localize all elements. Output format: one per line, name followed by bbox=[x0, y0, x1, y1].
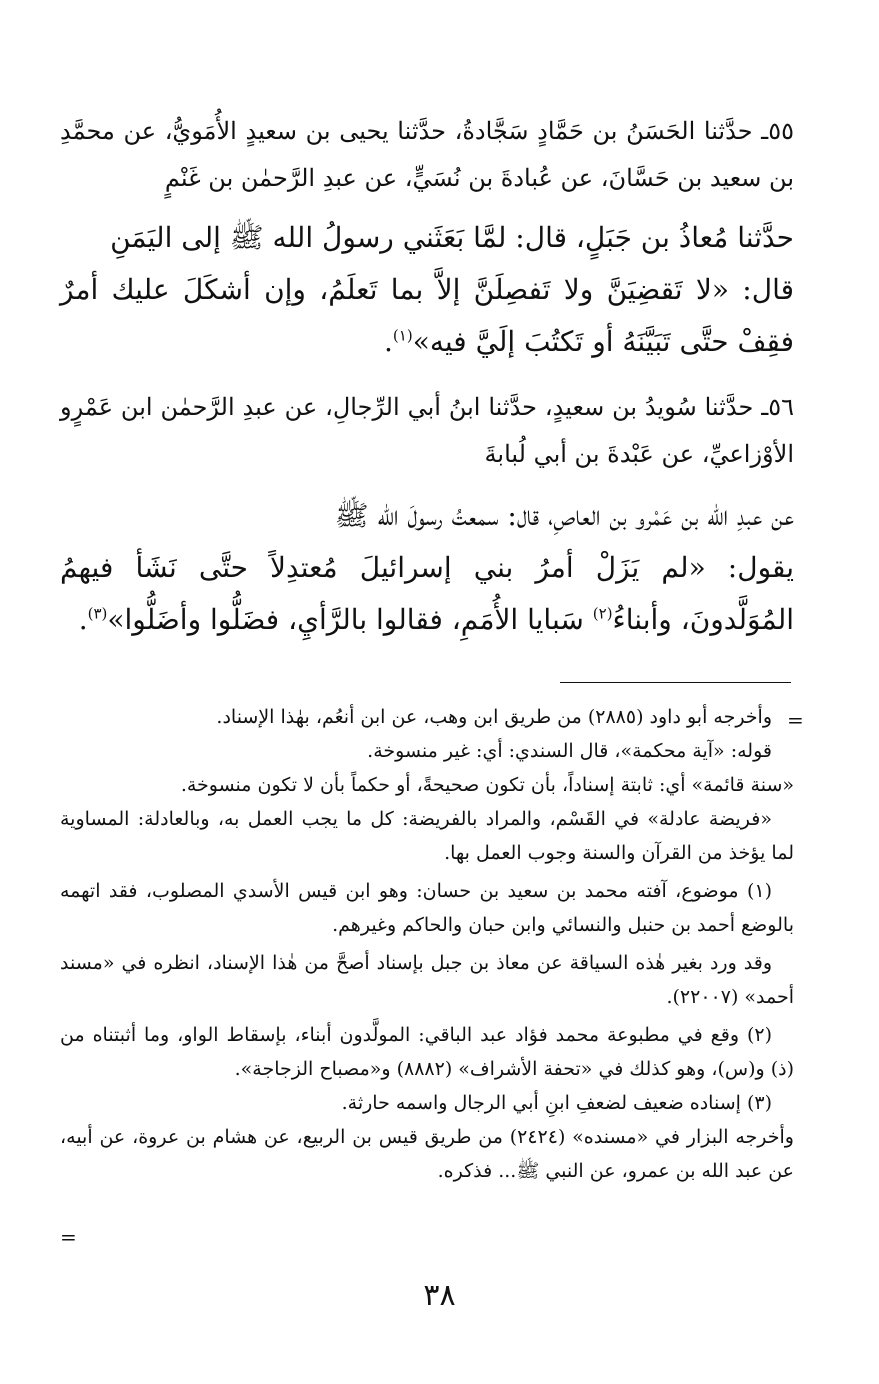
main-text bbox=[60, 108, 794, 646]
page-number: ٣٨ bbox=[423, 1278, 456, 1313]
footnote-ref-3: (٣) bbox=[87, 604, 108, 623]
footnotes bbox=[60, 700, 794, 1188]
hadith-55-isnad-end: حدَّثنا مُعاذُ بن جَبَلٍ، قال: لمَّا بَعَثَني رسولُ الله ﷺ إلى اليَمَنِ bbox=[110, 221, 794, 254]
footnote-continued-1: وأخرجه أبو داود (٢٨٨٥) من طريق ابن وهب، عن ابن أنعُم، بهٰذا الإسناد. bbox=[216, 706, 772, 728]
continuation-mark-top: = bbox=[787, 708, 804, 732]
footnote-separator bbox=[560, 682, 791, 683]
footnote-continued-4: «فريضة عادلة» في القَسْم، والمراد بالفريضة: كل ما يجب العمل به، وبالعادلة: المساوية لما يؤخذ من القرآن والسنة وجوب العمل بها. bbox=[60, 808, 794, 864]
hadith-56-matn-intro: عن عبدِ الله بن عَمْرو بن العاصِ، قال: سمعتُ رسولَ الله ﷺ bbox=[334, 499, 794, 532]
hadith-56-matn: يقول: «لم يَزَلْ أمرُ بني إسرائيلَ مُعتدِلاً حتَّى نَشَأ فيهمُ المُوَلَّدونَ، وأبناءُ$^{(٢)}$ سَبايا الأُمَمِ، فقالوا بالرَّأيِ، فضَلُّوا وأضَلُّوا»$^{(٣)}$. bbox=[60, 551, 794, 636]
continuation-mark-bottom: = bbox=[60, 1225, 77, 1249]
footnote-1-addition: وقد ورد بغير هٰذه السياقة عن معاذ بن جبل بإسناد أصحَّ من هٰذا الإسناد، انظره في «مسند أحمد» (٢٢٠٠٧). bbox=[60, 952, 794, 1008]
footnote-continued-2: قوله: «آية محكمة»، قال السندي: أي: غير منسوخة. bbox=[367, 740, 772, 762]
footnote-1: (١) موضوع، آفته محمد بن سعيد بن حسان: وهو ابن قيس الأسدي المصلوب، فقد اتهمه بالوضع أحمد بن حنبل والنسائي وابن حبان والحاكم وغيرهم. bbox=[60, 880, 794, 936]
hadith-56-matn-part-2: سَبايا الأُمَمِ، فقالوا بالرَّأيِ، فضَلُّوا وأضَلُّوا» bbox=[107, 603, 593, 636]
footnote-3-addition: وأخرجه البزار في «مسنده» (٢٤٢٤) من طريق قيس بن الربيع، عن هشام بن عروة، عن أبيه، عن عبد الله بن عمرو، عن النبي ﷺ... فذكره. bbox=[60, 1126, 794, 1182]
footnote-2: (٢) وقع في مطبوعة محمد فؤاد عبد الباقي: المولَّدون أبناء، بإسقاط الواو، وما أثبتناه من (ذ) و(س)، وهو كذلك في «تحفة الأشراف» (٨٨٨٢) و«مصباح الزجاجة». bbox=[60, 1024, 794, 1080]
footnote-continued-3: «سنة قائمة» أي: ثابتة إسناداً، بأن تكون صحيحةً، أو حكماً بأن لا تكون منسوخة. bbox=[180, 774, 794, 796]
hadith-55-matn-text: قال: «لا تَقضِيَنَّ ولا تَفصِلَنَّ إلاَّ بما تَعلَمُ، وإن أشكَلَ عليك أمرٌ فقِفْ حتَّى تَبَيَّنَهُ أو تَكتُبَ إلَيَّ فيه» bbox=[60, 273, 794, 358]
footnote-ref-2: (٢) bbox=[592, 604, 613, 623]
footnote-3: (٣) إسناده ضعيف لضعفِ ابنِ أبي الرجال واسمه حارثة. bbox=[341, 1092, 772, 1114]
hadith-55-matn: قال: «لا تَقضِيَنَّ ولا تَفصِلَنَّ إلاَّ بما تَعلَمُ، وإن أشكَلَ عليك أمرٌ فقِفْ حتَّى تَبَيَّنَهُ أو تَكتُبَ إلَيَّ فيه»$^{(١)}$. bbox=[60, 273, 794, 358]
footnote-ref-1: (١) bbox=[392, 326, 413, 345]
hadith-56-matn-part-1: يقول: «لم يَزَلْ أمرُ بني إسرائيلَ مُعتدِلاً حتَّى نَشَأ فيهمُ المُوَلَّدونَ، وأبناءُ bbox=[60, 551, 794, 636]
hadith-56-isnad: ٥٦ـ حدَّثنا سُويدُ بن سعيدٍ، حدَّثنا ابنُ أبي الرِّجالِ، عن عبدِ الرَّحمٰن ابن عَمْرٍو الأوْزاعيِّ، عن عَبْدةَ بن أبي لُبابةَ bbox=[60, 393, 794, 468]
hadith-55-isnad: ٥٥ـ حدَّثنا الحَسَنُ بن حَمَّادٍ سَجَّادةُ، حدَّثنا يحيى بن سعيدٍ الأُمَويُّ، عن محمَّدِ بن سعيد بن حَسَّانَ، عن عُبادةَ بن نُسَيٍّ، عن عبدِ الرَّحمٰن بن غَنْمٍ bbox=[60, 117, 794, 192]
